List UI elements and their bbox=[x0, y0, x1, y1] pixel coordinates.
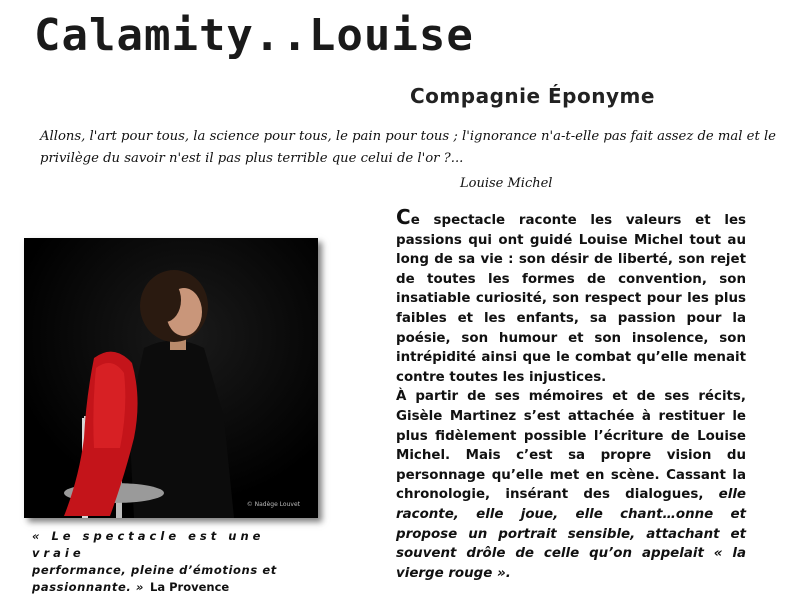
drop-cap: C bbox=[396, 205, 411, 229]
company-name: Compagnie Éponyme bbox=[410, 84, 655, 108]
epigraph-quote: Allons, l'art pour tous, la science pour tous, le pain pour tous ; l'ignorance n'a-t-elle pas fait assez de mal et le privilège du savoir n'est il pas plus terrible que celui de l'or ?... bbox=[40, 129, 776, 166]
review-source: La Provence bbox=[150, 580, 230, 594]
paragraph-1-text: e spectacle raconte les valeurs et les passions qui ont guidé Louise Michel tout au long de sa vie : son désir de liberté, son rejet de toutes les formes de convention, son insatiable curiosité, son respect pour les plus faibles et les enfants, sa passion pour la poésie, son humour et son insolence, son intrépidité ainsi que le combat qu’elle menait contre toutes les injustices. bbox=[396, 213, 746, 385]
review-line-1: « Le spectacle est une vraie bbox=[32, 529, 265, 560]
review-line-2: performance, pleine d’émotions et passionnante. » bbox=[32, 563, 277, 594]
description-paragraph-2 bbox=[396, 387, 746, 583]
epigraph-author: Louise Michel bbox=[460, 176, 553, 191]
show-description bbox=[396, 205, 746, 583]
description-paragraph-1 bbox=[396, 205, 746, 387]
photo-credit: © Nadège Louvet bbox=[246, 501, 300, 508]
actress-illustration bbox=[24, 238, 318, 518]
page-title: Calamity..Louise bbox=[34, 10, 474, 61]
paragraph-2-italic: elle raconte, elle joue, elle chant…onne et propose un portrait sensible, attachant et souvent drôle de celle qu’on appelait « la vierge rouge ». bbox=[396, 487, 746, 581]
paragraph-2-text: À partir de ses mémoires et de ses récits, Gisèle Martinez s’est attachée à restituer le plus fidèlement possible l’écriture de Louise Michel. Mais c’est sa propre vision du personnage qu’elle met en scène. Cassant la chronologie, insérant des dialogues, bbox=[396, 389, 746, 503]
press-review bbox=[32, 528, 318, 596]
performance-photo bbox=[24, 238, 318, 518]
